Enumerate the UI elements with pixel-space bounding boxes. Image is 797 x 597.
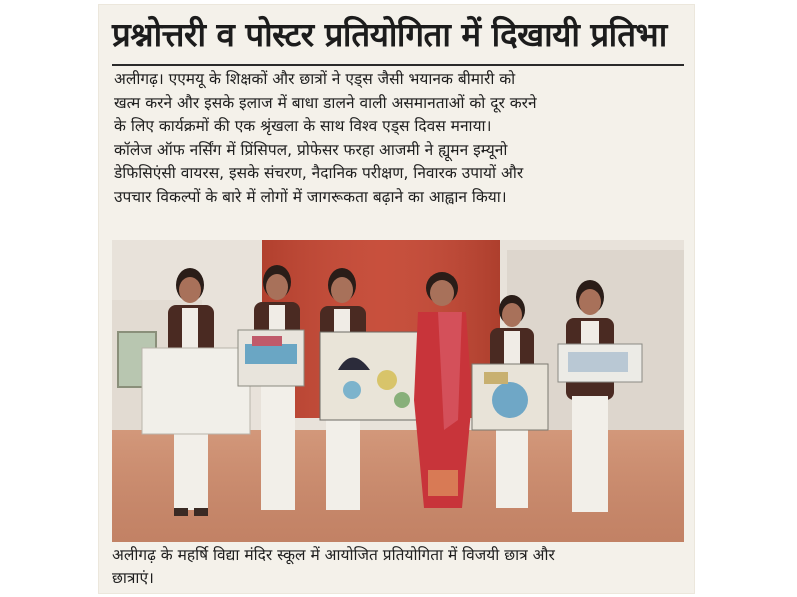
group-photo [112,240,684,542]
body-line-3: के लिए कार्यक्रमों की एक श्रृंखला के साथ विश्व एड्स दिवस मनाया। [114,117,492,135]
photo-caption [112,544,684,589]
poster-3 [320,332,430,420]
headline-rule [112,64,684,66]
poster-1 [142,348,250,434]
caption-line-1: अलीगढ़ के महर्षि विद्या मंदिर स्कूल में आयोजित प्रतियोगिता में विजयी छात्र और [112,546,555,564]
caption-line-2: छात्राएं। [112,568,154,587]
body-line-2: खत्म करने और इसके इलाज में बाधा डालने वाली असमानताओं को दूर करने [114,93,537,112]
body-line-6: उपचार विकल्पों के बारे में लोगों में जागरूकता बढ़ाने का आह्वान किया। [114,187,507,206]
body-line-5: डेफिसिएंसी वायरस, इसके संचरण, नैदानिक परीक्षण, निवारक उपायों और [114,164,524,182]
body-line-1: अलीगढ़। एएमयू के शिक्षकों और छात्रों ने एड्स जैसी भयानक बीमारी को [114,70,516,88]
body-line-4: कॉलेज ऑफ नर्सिंग में प्रिंसिपल, प्रोफेसर फरहा आजमी ने ह्यूमन इम्यूनो [114,140,508,159]
photo-illustration [112,240,684,542]
article-body [114,68,684,209]
headline: प्रश्नोत्तरी व पोस्टर प्रतियोगिता में दिखायी प्रतिभा [112,15,667,54]
